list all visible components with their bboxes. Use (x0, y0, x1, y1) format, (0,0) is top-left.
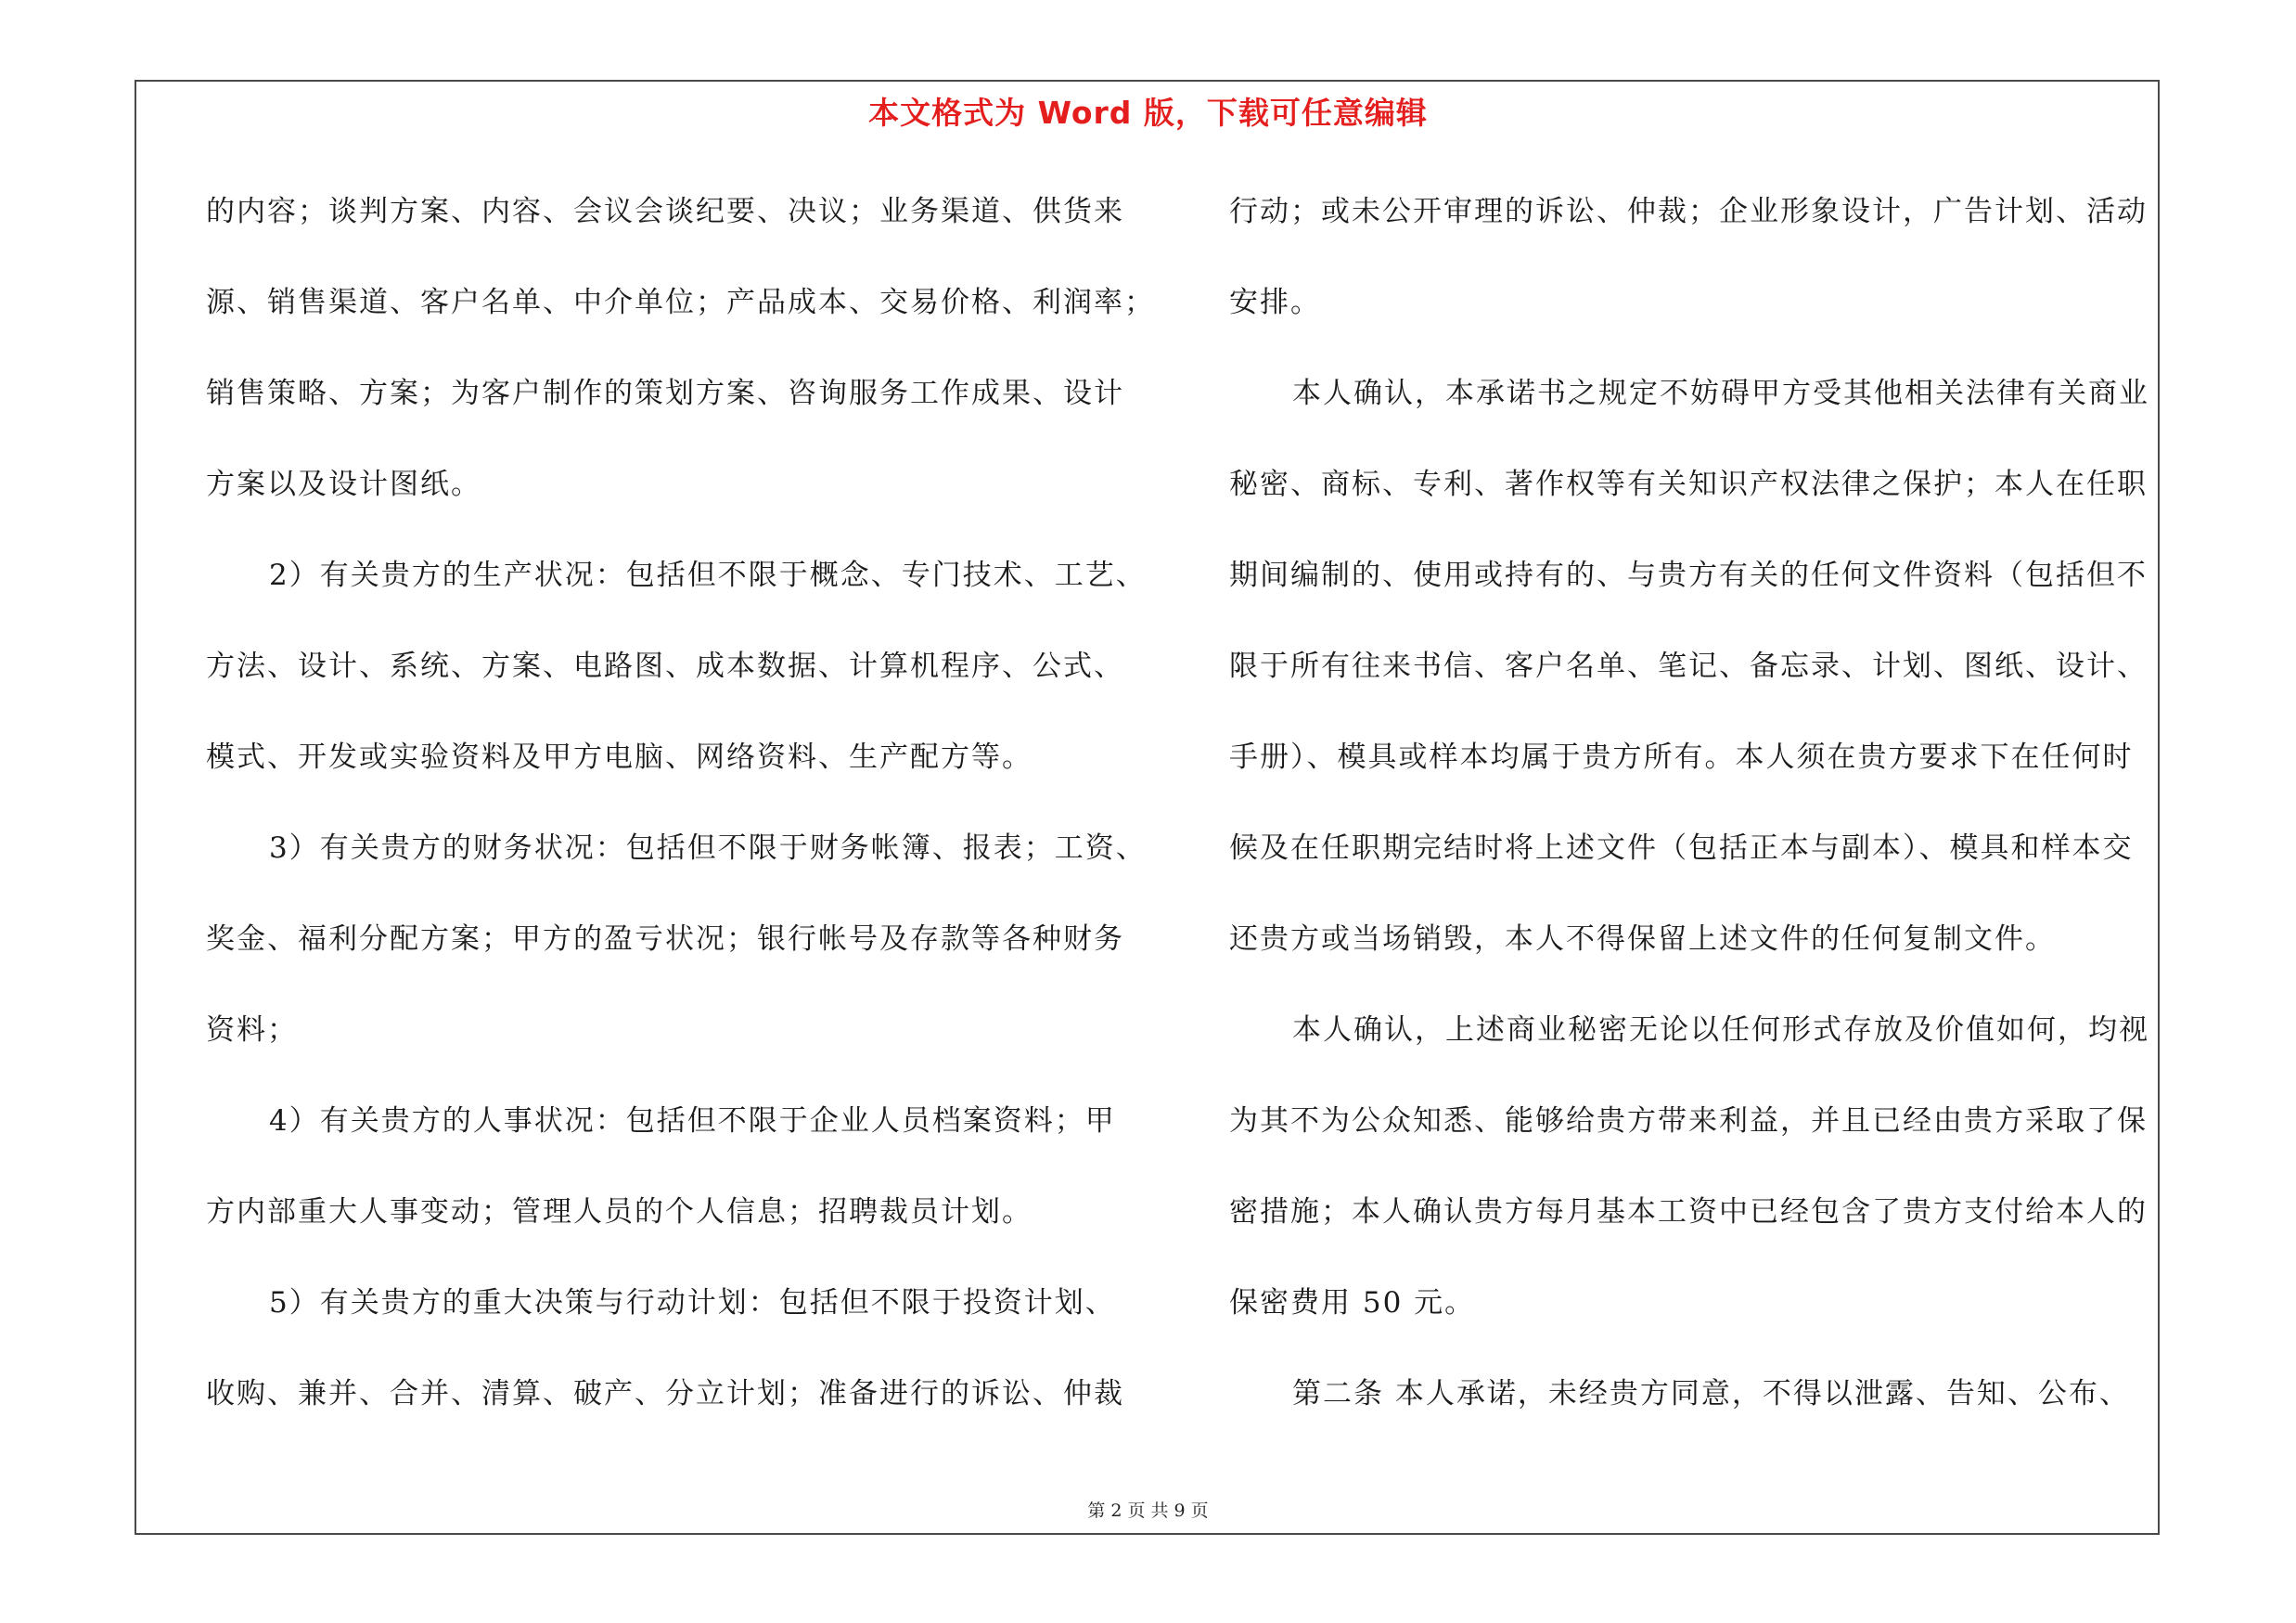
text-line: 期间编制的、使用或持有的、与贵方有关的任何文件资料（包括但不 (1229, 559, 2148, 592)
page-number: 第 2 页 共 9 页 (1087, 1501, 1209, 1521)
text-line: 本人确认，本承诺书之规定不妨碍甲方受其他相关法律有关商业 (1292, 377, 2149, 410)
text-line: 还贵方或当场销毁，本人不得保留上述文件的任何复制文件。 (1229, 922, 2056, 956)
text-line: 5）有关贵方的重大决策与行动计划：包括但不限于投资计划、 (269, 1286, 1116, 1320)
text-line: 安排。 (1229, 286, 1321, 319)
text-line: 3）有关贵方的财务状况：包括但不限于财务帐簿、报表；工资、 (269, 831, 1147, 865)
text-line: 方案以及设计图纸。 (206, 468, 481, 501)
text-line: 的内容；谈判方案、内容、会议会谈纪要、决议；业务渠道、供货来 (206, 195, 1124, 228)
text-line: 保密费用 50 元。 (1229, 1286, 1476, 1320)
right-column (1229, 183, 2152, 1456)
text-line: 模式、开发或实验资料及甲方电脑、网络资料、生产配方等。 (206, 741, 1033, 774)
text-line: 第二条 本人承诺，未经贵方同意，不得以泄露、告知、公布、 (1292, 1377, 2130, 1410)
text-line: 为其不为公众知悉、能够给贵方带来利益，并且已经由贵方采取了保 (1229, 1104, 2148, 1138)
text-line: 2）有关贵方的生产状况：包括但不限于概念、专门技术、工艺、 (269, 559, 1147, 592)
text-line: 4）有关贵方的人事状况：包括但不限于企业人员档案资料；甲 (269, 1104, 1116, 1138)
header-banner: 本文格式为 Word 版，下载可任意编辑 (868, 95, 1428, 131)
text-line: 方法、设计、系统、方案、电路图、成本数据、计算机程序、公式、 (206, 650, 1124, 683)
text-line: 奖金、福利分配方案；甲方的盈亏状况；银行帐号及存款等各种财务 (206, 922, 1124, 956)
text-line: 收购、兼并、合并、清算、破产、分立计划；准备进行的诉讼、仲裁 (206, 1377, 1124, 1410)
text-line: 源、销售渠道、客户名单、中介单位；产品成本、交易价格、利润率； (206, 286, 1155, 319)
text-line: 密措施；本人确认贵方每月基本工资中已经包含了贵方支付给本人的 (1229, 1195, 2148, 1229)
left-column (206, 183, 1155, 1456)
text-line: 本人确认，上述商业秘密无论以任何形式存放及价值如何，均视 (1292, 1013, 2149, 1047)
text-line: 方内部重大人事变动；管理人员的个人信息；招聘裁员计划。 (206, 1195, 1033, 1229)
text-line: 候及在任职期完结时将上述文件（包括正本与副本）、模具和样本交 (1229, 831, 2134, 865)
text-line: 手册）、模具或样本均属于贵方所有。本人须在贵方要求下在任何时 (1229, 741, 2134, 774)
text-line: 资料； (206, 1013, 298, 1047)
text-line: 限于所有往来书信、客户名单、笔记、备忘录、计划、图纸、设计、 (1229, 650, 2148, 683)
text-line: 秘密、商标、专利、著作权等有关知识产权法律之保护；本人在任职 (1229, 468, 2148, 501)
text-line: 销售策略、方案；为客户制作的策划方案、咨询服务工作成果、设计 (206, 377, 1124, 410)
text-line: 行动；或未公开审理的诉讼、仲裁；企业形象设计，广告计划、活动 (1229, 195, 2148, 228)
